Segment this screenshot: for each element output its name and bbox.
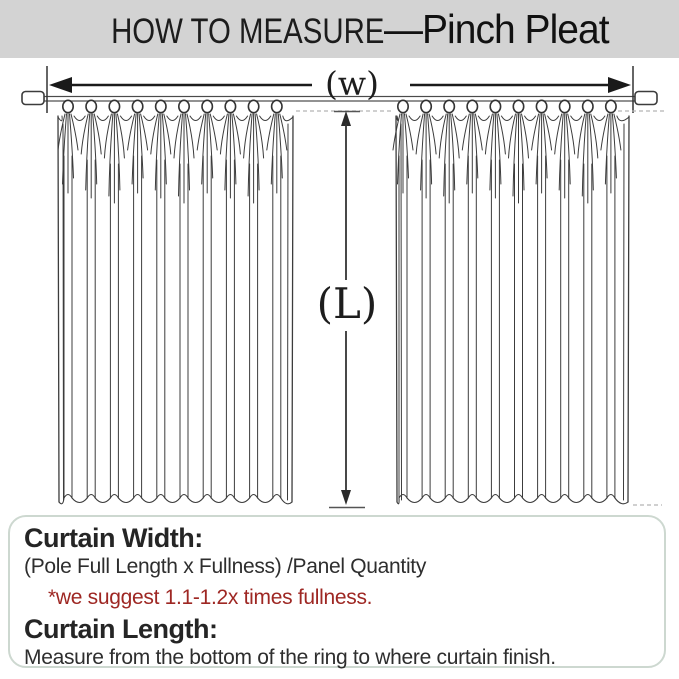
left-finial [22,92,44,105]
length-label: (L) [316,279,378,328]
width-formula: (Pole Full Length x Fullness) /Panel Quantity [24,555,427,578]
length-arrow-down-head [341,490,351,505]
right-finial [635,92,657,105]
length-title: Curtain Length: [24,614,218,644]
width-label: (w) [325,64,379,103]
length-measurement [317,111,378,508]
info-box [8,515,666,668]
width-note: *we suggest 1.1-1.2x times fullness. [48,586,373,609]
width-title: Curtain Width: [24,523,203,553]
width-arrow-left-head [49,77,72,93]
width-arrow-right-head [608,77,631,93]
length-desc: Measure from the bottom of the ring to where curtain finish. [24,646,556,669]
header-title-left: HOW TO MEASURE [110,12,384,51]
header-title-right: —Pinch Pleat [384,6,609,52]
